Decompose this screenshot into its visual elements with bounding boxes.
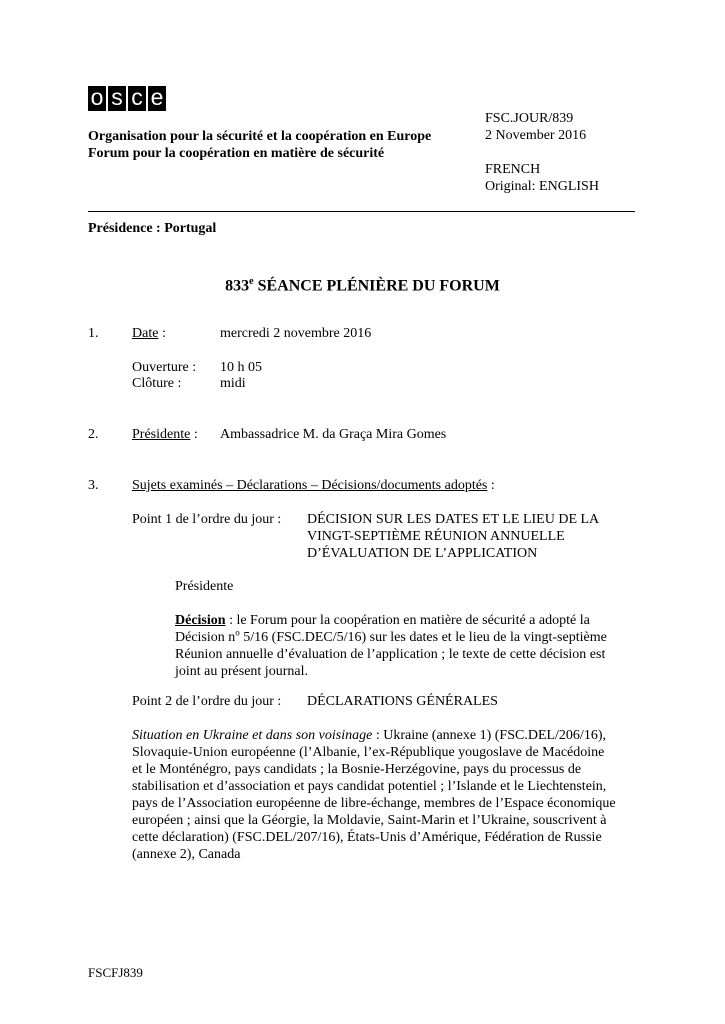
opening-label: Ouverture : bbox=[132, 360, 197, 375]
speaker: Présidente bbox=[175, 579, 234, 594]
opening-value: 10 h 05 bbox=[220, 360, 262, 375]
document-meta bbox=[485, 110, 599, 195]
statements-paragraph bbox=[132, 727, 642, 863]
logo-letter: c bbox=[128, 86, 146, 111]
statement-text: cette déclaration) (FSC.DEL/207/16), États-Unis d’Amérique, Fédération de Russie bbox=[132, 830, 602, 845]
item-1-label bbox=[132, 325, 166, 342]
point-1-title-line: D’ÉVALUATION DE L’APPLICATION bbox=[307, 546, 538, 561]
item-2-number: 2. bbox=[88, 427, 99, 442]
org-line-2: Forum pour la coopération en matière de sécurité bbox=[88, 146, 385, 161]
decision-text: Décision n bbox=[175, 630, 236, 645]
doc-language: FRENCH bbox=[485, 162, 541, 177]
osce-logo bbox=[88, 86, 166, 111]
organization-name bbox=[88, 128, 431, 162]
decision-text: 5/16 (FSC.DEC/5/16) sur les dates et le lieu de la vingt-septième bbox=[239, 630, 607, 645]
point-1-title-line: DÉCISION SUR LES DATES ET LE LIEU DE LA bbox=[307, 512, 600, 527]
closing-label: Clôture : bbox=[132, 376, 182, 391]
agenda-point-2-title: DÉCLARATIONS GÉNÉRALES bbox=[307, 694, 498, 709]
decision-text: Réunion annuelle d’évaluation de l’application ; le texte de cette décision est bbox=[175, 647, 606, 662]
statement-topic: Situation en Ukraine et dans son voisinage bbox=[132, 728, 373, 743]
president-value: Ambassadrice M. da Graça Mira Gomes bbox=[220, 427, 447, 442]
date-value: mercredi 2 novembre 2016 bbox=[220, 326, 372, 341]
president-label: Présidente bbox=[132, 427, 191, 442]
logo-letter: o bbox=[88, 86, 106, 111]
agenda-point-2-label: Point 2 de l’ordre du jour : bbox=[132, 694, 282, 709]
agenda-point-1-label: Point 1 de l’ordre du jour : bbox=[132, 512, 282, 527]
logo-letter: s bbox=[108, 86, 126, 111]
doc-ref: FSC.JOUR/839 bbox=[485, 111, 574, 126]
item-3-number: 3. bbox=[88, 478, 99, 493]
decision-paragraph bbox=[175, 612, 645, 680]
date-label: Date bbox=[132, 326, 159, 341]
page-title bbox=[0, 272, 725, 296]
title-rest: SÉANCE PLÉNIÈRE DU FORUM bbox=[253, 277, 500, 295]
statement-text: (annexe 2), Canada bbox=[132, 847, 241, 862]
header-divider bbox=[88, 211, 635, 212]
statement-text: stabilisation et d’association et pays candidat potentiel ; l’Islande et le Liechtenstein, bbox=[132, 779, 607, 794]
statement-text: européen ; ainsi que la Géorgie, la Moldavie, Saint-Marin et l’Ukraine, souscrivent à bbox=[132, 813, 607, 828]
subjects-colon: : bbox=[487, 478, 495, 493]
doc-original: Original: ENGLISH bbox=[485, 179, 599, 194]
title-number: 833 bbox=[225, 277, 250, 295]
logo-letter: e bbox=[148, 86, 166, 111]
title-sup: e bbox=[249, 276, 254, 287]
decision-text: : le Forum pour la coopération en matière de sécurité a adopté la bbox=[225, 613, 590, 628]
statement-text: et le Monténégro, pays candidats ; la Bosnie-Herzégovine, pays du processus de bbox=[132, 762, 582, 777]
doc-date: 2 November 2016 bbox=[485, 128, 587, 143]
footer-code: FSCFJ839 bbox=[88, 965, 143, 980]
agenda-point-1-title bbox=[307, 511, 599, 562]
statement-text: pays de l’Association européenne de libre-échange, membres de l’Espace économique bbox=[132, 796, 616, 811]
item-3-label bbox=[132, 477, 495, 494]
subjects-label: Sujets examinés – Déclarations – Décisions/documents adoptés bbox=[132, 478, 488, 493]
org-line-1: Organisation pour la sécurité et la coopération en Europe bbox=[88, 129, 432, 144]
decision-label: Décision bbox=[175, 613, 226, 628]
decision-sup: o bbox=[235, 627, 240, 638]
president-colon: : bbox=[190, 427, 198, 442]
point-1-title-line: VINGT-SEPTIÈME RÉUNION ANNUELLE bbox=[307, 529, 565, 544]
item-2-label bbox=[132, 426, 198, 443]
presidency: Présidence : Portugal bbox=[88, 221, 217, 236]
decision-text: joint au présent journal. bbox=[175, 664, 308, 679]
statement-text: Slovaquie-Union européenne (l’Albanie, l’ex-République yougoslave de Macédoine bbox=[132, 745, 605, 760]
date-colon: : bbox=[158, 326, 166, 341]
closing-value: midi bbox=[220, 376, 246, 391]
item-1-number: 1. bbox=[88, 326, 99, 341]
statement-text: : Ukraine (annexe 1) (FSC.DEL/206/16), bbox=[372, 728, 606, 743]
